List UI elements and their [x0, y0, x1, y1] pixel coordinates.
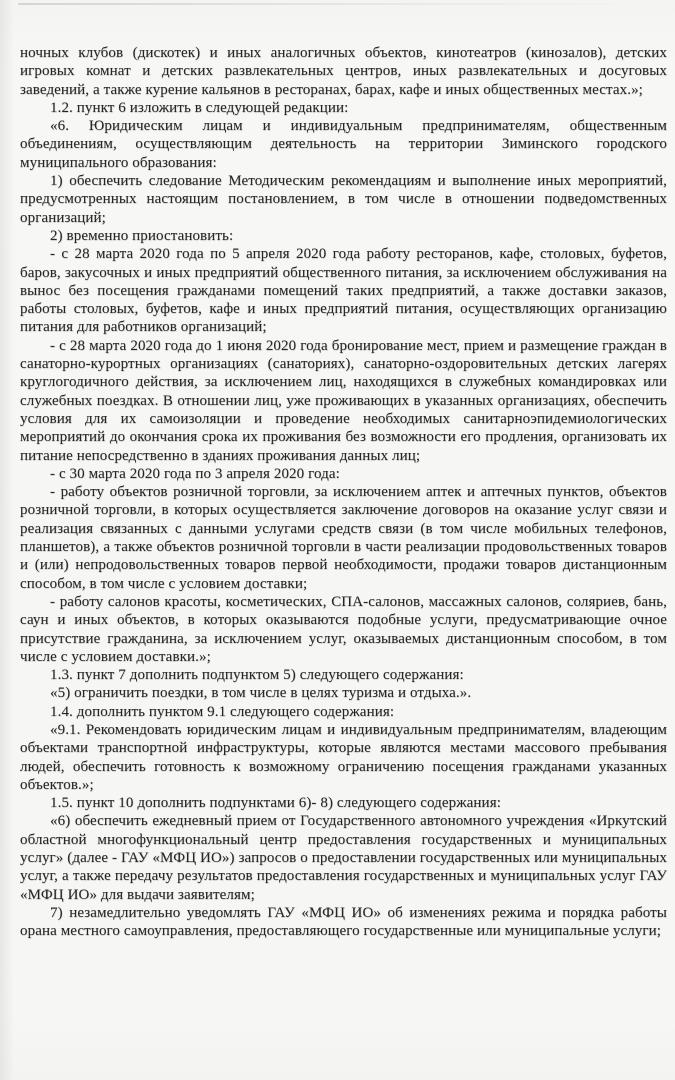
document-paragraph: «5) ограничить поездки, в том числе в целях туризма и отдыха.».: [50, 685, 472, 702]
document-paragraph: - работу объектов розничной торговли, за исключением аптек и аптечных пунктов, объектов розничной торговли, в которых осуществляется заключение договоров на оказание услуг связи и реализация связанных с данными услугами средств связи (в том числе мобильных телефонов, планшетов), а также объектов розничной торговли в части реализации продовольственных товаров и (или) непродовольственных товаров первой необходимости, продажи товаров дистанционным способом, в том числе с условием доставки;: [20, 484, 667, 592]
document-paragraph: 1.4. дополнить пунктом 9.1 следующего содержания:: [50, 703, 395, 720]
document-paragraph: - с 28 марта 2020 года до 1 июня 2020 года бронирование мест, прием и размещение граждан в санаторно-курортных организациях (санаториях), санаторно-оздоровительных детских лагерях круглогодичного действия, за исключением лиц, находящихся в служебных командировках или служебных поездках. В отношении лиц, уже проживающих в указанных организациях, обеспечить условия для их самоизоляции и проведение необходимых санитарноэпидемиологических мероприятий до окончания срока их проживания без возможности его продления, организовать их питание непосредственно в зданиях проживания данных лиц;: [20, 337, 667, 464]
document-paragraph: 2) временно приостановить:: [50, 227, 234, 244]
document-paragraph: «6) обеспечить ежедневный прием от Государственного автономного учреждения «Иркутский областной многофункциональный центр предоставления государственных и муниципальных услуг» (далее - ГАУ «МФЦ ИО») запросов о предоставлении государственных или муниципальных услуг, а также передачу результатов предоставления государственных и муниципальных услуг ГАУ «МФЦ ИО» для выдачи заявителям;: [20, 813, 667, 903]
document-paragraph: 1.2. пункт 6 изложить в следующей редакции:: [50, 99, 349, 116]
document-paragraph: - работу салонов красоты, косметических, СПА-салонов, массажных салонов, соляриев, бань, саун и иных объектов, в которых оказываются подобные услуги, предусматривающие очное присутствие гражданина, за исключением услуг, оказываемых дистанционным способом, в том числе с условием доставки.»;: [20, 593, 667, 665]
document-paragraph: 1) обеспечить следование Методическим рекомендациям и выполнение иных мероприятий, предусмотренных настоящим постановлением, в том числе в отношении подведомственных организаций;: [20, 173, 667, 226]
document-paragraph: 1.5. пункт 10 дополнить подпунктами 6)- 8) следующего содержания:: [50, 795, 501, 812]
document-paragraph: - с 30 марта 2020 года по 3 апреля 2020 года:: [50, 465, 340, 482]
scan-artifact-left-shadow: [0, 0, 14, 1080]
document-paragraph: «6. Юридическим лицам и индивидуальным предпринимателям, общественным объединениям, осуществляющим деятельность на территории Зиминского городского муниципального образования:: [20, 118, 667, 171]
document-paragraph: - с 28 марта 2020 года по 5 апреля 2020 года работу ресторанов, кафе, столовых, буфетов, баров, закусочных и иных предприятий общественного питания, за исключением обслуживания на вынос без посещения гражданами помещений таких предприятий, а также доставки заказов, работы столовых, буфетов, кафе и иных предприятий питания, осуществляющих организацию питания для работников организаций;: [20, 246, 667, 336]
document-paragraph: «9.1. Рекомендовать юридическим лицам и индивидуальным предпринимателям, владеющим объектами транспортной инфраструктуры, которые являются местами массового пребывания людей, обеспечить готовность к возможному ограничению посещения гражданами указанных объектов.»;: [20, 721, 667, 793]
document-body: [20, 44, 667, 941]
document-paragraph: 1.3. пункт 7 дополнить подпунктом 5) следующего содержания:: [50, 667, 464, 684]
document-paragraph: ночных клубов (дискотек) и иных аналогичных объектов, кинотеатров (кинозалов), детских игровых комнат и детских развлекательных центров, иных развлекательных и досуговых заведений, а также курение кальянов в ресторанах, барах, кафе и иных общественных местах.»;: [20, 45, 667, 98]
scan-artifact-top-edge: [18, 3, 615, 5]
document-paragraph: 7) незамедлительно уведомлять ГАУ «МФЦ ИО» об изменениях режима и порядка работы орана местного самоуправления, предоставляющего государственные или муниципальные услуги;: [20, 904, 667, 940]
